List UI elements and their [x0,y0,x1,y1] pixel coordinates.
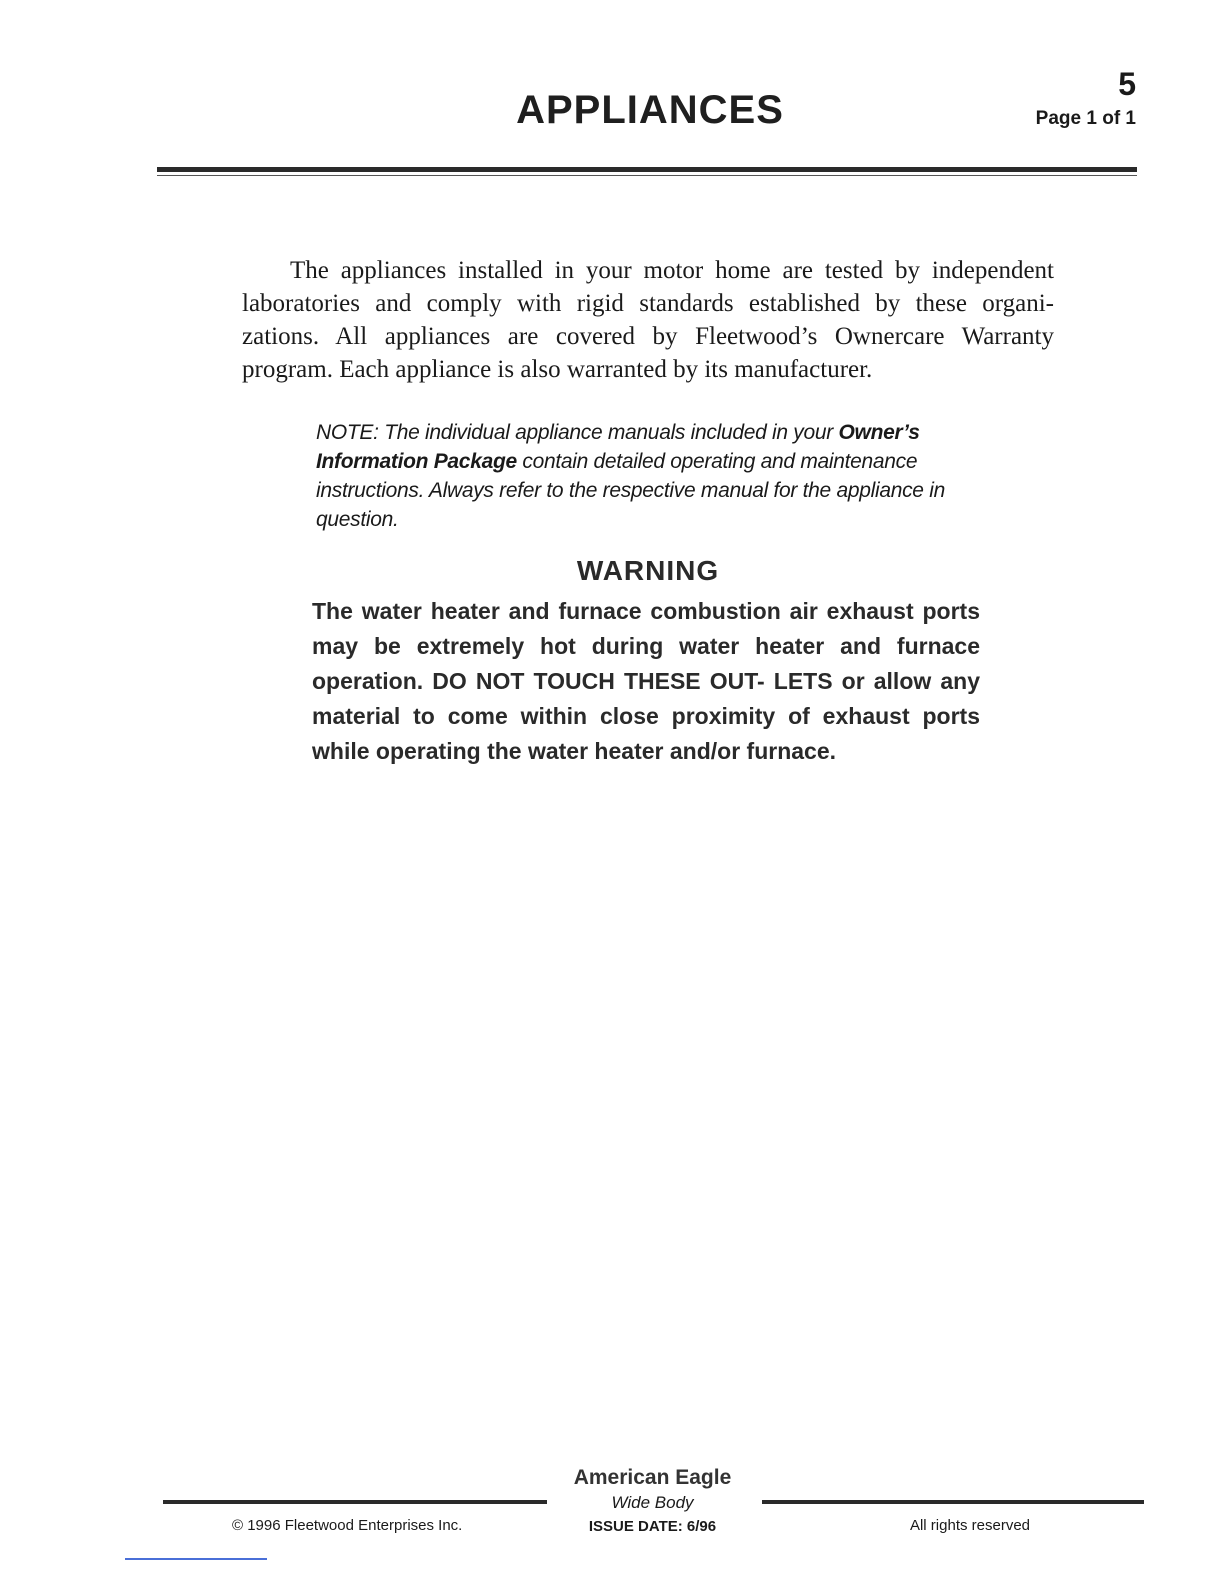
footer-brand: American Eagle [573,1466,732,1489]
page-title: APPLIANCES [516,88,784,132]
footer-divider-right [762,1500,1144,1504]
note-bold-text: Owner’s Information Package [316,421,920,473]
scan-edge-mark [125,1558,267,1560]
footer-copyright: © 1996 Fleetwood Enterprises Inc. [232,1517,463,1534]
header-divider-thin [157,175,1137,176]
header-divider [157,167,1137,172]
chapter-number: 5 [1118,66,1136,102]
warning-text: The water heater and furnace combustion air exhaust ports may be extremely hot during water heater and furnace operation. DO NOT TOUCH THESE OUT- LETS or allow any material to come within close proximity of exhaust ports while operating the water heater and/or furnace. [312,598,980,764]
footer-issue-date: ISSUE DATE: 6/96 [588,1518,717,1535]
page-indicator: Page 1 of 1 [1035,108,1136,129]
warning-title: WARNING [576,555,720,586]
note-prefix: NOTE: The individual appliance manuals included in your [316,421,839,444]
footer-divider-left [163,1500,547,1504]
note-suffix: contain detailed operating and maintenance instructions. Always refer to the respective manual for the appliance in question. [316,450,945,531]
footer-rights: All rights reserved [909,1517,1031,1534]
footer-model: Wide Body [611,1493,694,1512]
intro-paragraph: The appliances installed in your motor home are tested by independent laboratories and comply with rigid standards established by these organi- zations. All appliances are covered by Fleetwood’s Ownercare Warranty program. Each appliance is also warranted by its manufacturer. [242,257,1054,383]
note-paragraph [316,418,984,534]
